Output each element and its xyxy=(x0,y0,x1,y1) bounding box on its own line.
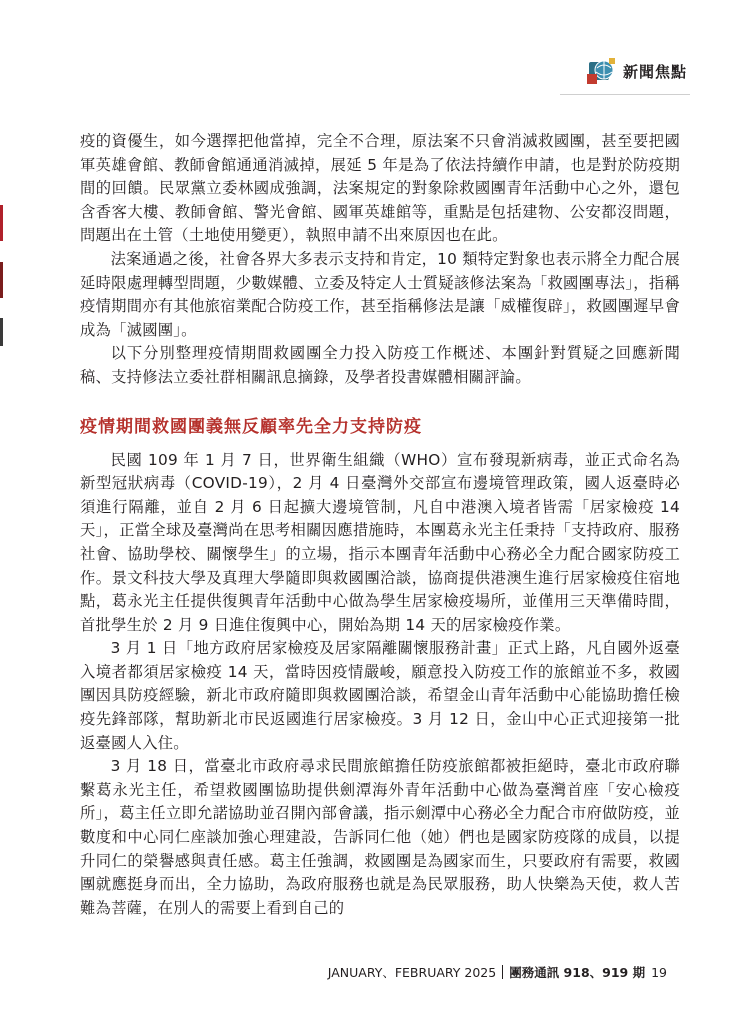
edge-tab-marker xyxy=(0,318,3,346)
article-body xyxy=(80,130,680,920)
edge-tab-marker xyxy=(0,205,3,241)
page-number: 19 xyxy=(651,964,667,980)
paragraph: 3 月 18 日，當臺北市政府尋求民間旅館擔任防疫旅館都被拒絕時，臺北市政府聯繫葛永光主任，希望救國團協助提供劍潭海外青年活動中心做為臺灣首座「安心檢疫所」，葛主任立即允諾協助並召開內部會議，指示劍潭中心務必全力配合市府做防疫，並數度和中心同仁座談加強心理建設，告訴同仁他（她）們也是國家防疫隊的成員，以提升同仁的榮譽感與責任感。葛主任強調，救國團是為國家而生，只要政府有需要，救國團就應挺身而出，全力協助，為政府服務也就是為民眾服務，助人快樂為天使，救人苦難為菩薩，在別人的需要上看到自己的 xyxy=(80,757,680,917)
section-heading: 疫情期間救國團義無反顧率先全力支持防疫 xyxy=(80,416,422,437)
section-title: 新聞焦點 xyxy=(622,62,687,81)
paragraph: 3 月 1 日「地方政府居家檢疫及居家隔離關懷服務計畫」正式上路，凡自國外返臺入境者都須居家檢疫 14 天，當時因疫情嚴峻，願意投入防疫工作的旅館並不多，救國團因具防疫經驗，新北市政府隨即與救國團洽談，希望金山青年活動中心能協助擔任檢疫先鋒部隊，幫助新北市民返國進行居家檢疫。3 月 12 日，金山中心正式迎接第一批返臺國人入住。 xyxy=(80,639,680,752)
publication-name: 團務通訊 918、919 期 xyxy=(509,965,646,980)
paragraph: 法案通過之後，社會各界大多表示支持和肯定，10 類特定對象也表示將全力配合展延時限處理轉型問題，少數媒體、立委及特定人士質疑該修法案為「救國團專法」，指稱疫情期間亦有其他旅宿業配合防疫工作，甚至指稱修法是讓「威權復辟」，救國團遲早會成為「滅國團」。 xyxy=(80,249,680,339)
news-globe-icon xyxy=(587,56,617,86)
page-footer xyxy=(328,963,667,981)
footer-divider xyxy=(502,965,503,979)
paragraph: 以下分別整理疫情期間救國團全力投入防疫工作概述、本團針對質疑之回應新聞稿、支持修法立委社群相關訊息摘錄，及學者投書媒體相關評論。 xyxy=(80,344,680,386)
paragraph: 疫的資優生，如今選擇把他當掉，完全不合理，原法案不只會消滅救國團，甚至要把國軍英雄會館、教師會館通通消滅掉，展延 5 年是為了依法持續作申請，也是對於防疫期間的回饋。民眾黨立委林國成強調，法案規定的對象除救國團青年活動中心之外，還包含香客大樓、教師會館、警光會館、國軍英雄館等，重點是包括建物、公安都沒問題，問題出在土管（土地使用變更），執照申請不出來原因也在此。 xyxy=(80,132,680,245)
page-header xyxy=(587,56,687,86)
header-divider xyxy=(560,94,690,95)
paragraph: 民國 109 年 1 月 7 日，世界衛生組織（WHO）宣布發現新病毒，並正式命名為新型冠狀病毒（COVID-19），2 月 4 日臺灣外交部宣布邊境管理政策，國人返臺時必須進行隔離，並自 2 月 6 日起擴大邊境管制，凡自中港澳入境者皆需「居家檢疫 14 天」，正當全球及臺灣尚在思考相關因應措施時，本團葛永光主任秉持「支持政府、服務社會、協助學校、關懷學生」的立場，指示本團青年活動中心務必全力配合國家防疫工作。景文科技大學及真理大學隨即與救國團洽談，協商提供港澳生進行居家檢疫住宿地點，葛永光主任提供復興青年活動中心做為學生居家檢疫場所，並僅用三天準備時間，首批學生於 2 月 9 日進住復興中心，開始為期 14 天的居家檢疫作業。 xyxy=(80,450,680,634)
issue-date: JANUARY、FEBRUARY 2025 xyxy=(327,965,497,980)
edge-tab-marker xyxy=(0,262,3,298)
